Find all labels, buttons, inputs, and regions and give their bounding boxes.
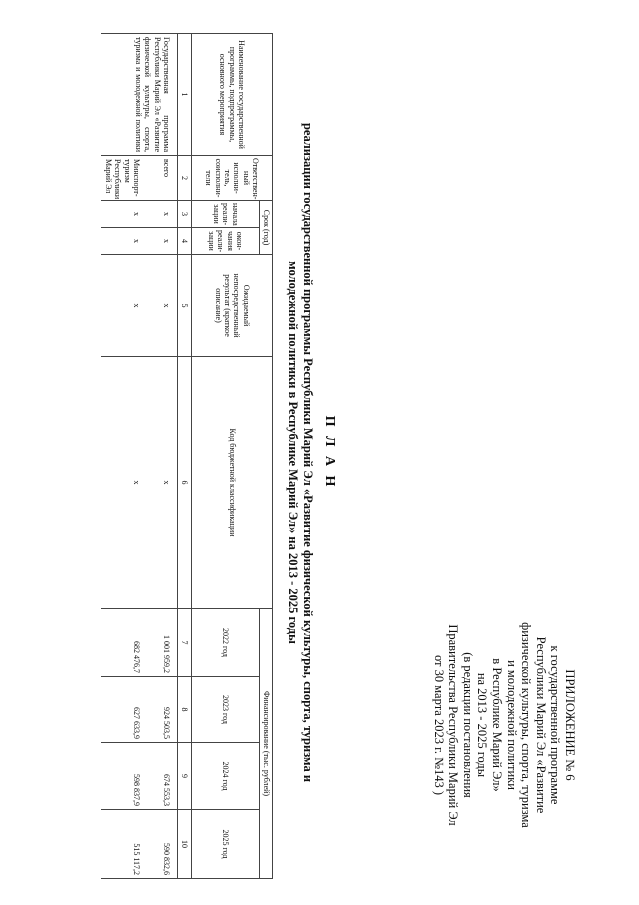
appendix-line: ПРИЛОЖЕНИЕ № 6 — [563, 669, 577, 781]
appendix-line: от 30 марта 2023 г. №143 ) — [431, 654, 446, 796]
header-result: Ожидаемый непосредственный результат (краткое описание) — [192, 255, 273, 357]
table-row — [101, 34, 147, 879]
appendix-line: в Республике Марий Эл» — [490, 658, 505, 792]
value-2024-cell: 598 837,9 — [101, 743, 147, 810]
value-2022-cell: 1 001 959,2 — [147, 609, 178, 677]
term-start-cell: х — [101, 201, 147, 228]
column-number: 7 — [178, 609, 192, 677]
appendix-line: и молодежной политики — [504, 660, 519, 790]
appendix-line: (в редакции постановления — [460, 652, 475, 798]
plan-table — [101, 33, 273, 879]
value-2024-cell: 674 553,3 — [147, 743, 178, 810]
term-end-cell: х — [101, 228, 147, 255]
appendix-line: физической культуры, спорта, туризма — [519, 622, 534, 828]
plan-title: П Л А Н — [322, 415, 337, 490]
plan-subtitle-line: молодежной политики в Республике Марий Эл» на 2013 - 2025 годы — [286, 261, 300, 644]
budget-code-cell: х — [147, 357, 178, 609]
executor-cell: всего — [147, 156, 178, 201]
value-2023-cell: 924 503,5 — [147, 677, 178, 743]
header-year-2023: 2023 год — [192, 677, 260, 743]
column-number: 8 — [178, 677, 192, 743]
result-cell: х — [147, 255, 178, 357]
appendix-line: Республики Марий Эл «Развитие — [533, 636, 548, 814]
column-number: 5 — [178, 255, 192, 357]
executor-cell: Минспорт-туризм Республики Марий Эл — [101, 156, 147, 201]
term-start-cell: х — [147, 201, 178, 228]
column-number: 4 — [178, 228, 192, 255]
plan-subtitle — [285, 20, 315, 885]
header-budget-code: Код бюджетной классификации — [192, 357, 273, 609]
plan-subtitle-line: реализации государственной программы Республики Марий Эл «Развитие физической культуры, спорта, туризма и — [301, 122, 315, 783]
header-term-start: начала реали-зации — [192, 201, 260, 228]
appendix-line: Правительства Республики Марий Эл — [446, 624, 461, 826]
value-2022-cell: 682 476,7 — [101, 609, 147, 677]
header-term: Срок (год) — [260, 201, 273, 255]
header-executor: Ответствен-ный исполни-тель, соисполни-тели — [192, 156, 273, 201]
term-end-cell: х — [147, 228, 178, 255]
value-2023-cell: 627 633,9 — [101, 677, 147, 743]
table-row — [147, 34, 178, 879]
header-year-2022: 2022 год — [192, 609, 260, 677]
program-name-cell: Государственная программа Республики Марий Эл «Развитие физической культуры, спорта, туризма и молодежной политики — [101, 34, 177, 156]
column-number: 9 — [178, 743, 192, 810]
value-2025-cell: 515 117,2 — [101, 810, 147, 879]
column-number: 10 — [178, 810, 192, 879]
value-2025-cell: 590 832,6 — [147, 810, 178, 879]
budget-code-cell: х — [101, 357, 147, 609]
header-year-2025: 2025 год — [192, 810, 260, 879]
header-name: Наименование государственной программы, подпрограммы, основного мероприятия — [192, 34, 273, 156]
header-financing: Финансирование (тыс. рублей) — [260, 609, 273, 879]
header-year-2024: 2024 год — [192, 743, 260, 810]
column-number: 6 — [178, 357, 192, 609]
appendix-line: на 2013 - 2025 годы — [475, 672, 490, 778]
result-cell: х — [101, 255, 147, 357]
column-number: 2 — [178, 156, 192, 201]
column-number: 1 — [178, 34, 192, 156]
column-number: 3 — [178, 201, 192, 228]
header-term-end: окон-чания реали-зации — [192, 228, 260, 255]
appendix-block — [431, 575, 577, 875]
appendix-line: к государственной программе — [548, 645, 563, 805]
